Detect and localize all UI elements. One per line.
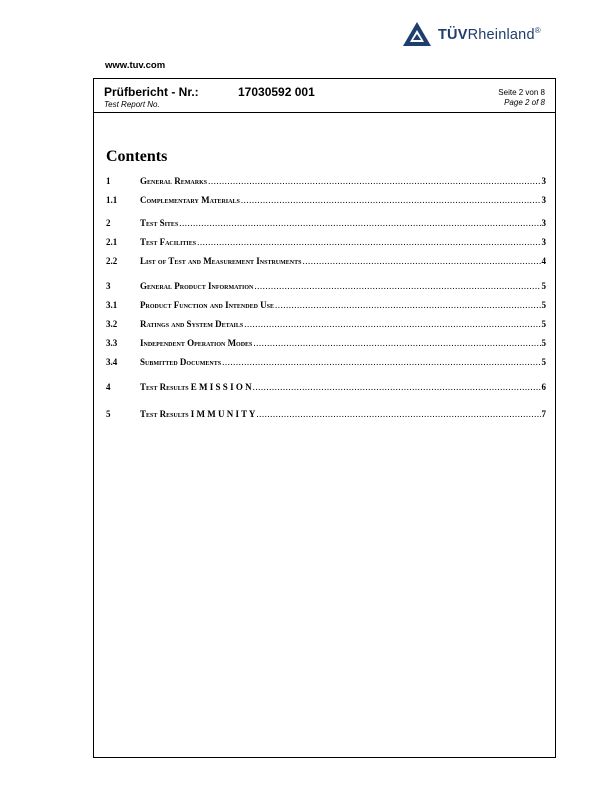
toc-number: 4 bbox=[106, 382, 111, 392]
toc-title: Test Results E M I S S I O N bbox=[140, 382, 252, 392]
toc-title: Product Function and Intended Use bbox=[140, 300, 275, 310]
report-title: Prüfbericht - Nr.: bbox=[104, 85, 199, 99]
toc-title: Test Facilities bbox=[140, 237, 197, 247]
toc-leader bbox=[275, 300, 540, 310]
toc-page: 6 bbox=[541, 382, 546, 392]
toc-page: 5 bbox=[541, 338, 546, 348]
toc-leader bbox=[256, 409, 540, 419]
toc-title: Complementary Materials bbox=[140, 195, 240, 205]
toc-number: 2.2 bbox=[106, 256, 118, 266]
toc-number: 1 bbox=[106, 176, 111, 186]
toc-leader bbox=[253, 382, 541, 392]
toc-page: 3 bbox=[541, 237, 546, 247]
toc-leader bbox=[197, 237, 540, 247]
toc-leader bbox=[254, 281, 540, 291]
logo-wordmark: TÜVRheinland® bbox=[438, 25, 541, 43]
toc-title: List of Test and Measurement Instruments bbox=[140, 256, 302, 266]
toc-number: 2 bbox=[106, 218, 111, 228]
toc-number: 3.1 bbox=[106, 300, 118, 310]
toc-entry[interactable] bbox=[106, 300, 546, 314]
toc-page: 3 bbox=[541, 195, 546, 205]
toc-leader bbox=[208, 176, 540, 186]
toc-leader bbox=[244, 319, 540, 329]
toc-leader bbox=[241, 195, 541, 205]
toc-title: Independent Operation Modes bbox=[140, 338, 253, 348]
toc-entry[interactable] bbox=[106, 281, 546, 295]
toc-leader bbox=[179, 218, 540, 228]
toc-entry[interactable] bbox=[106, 319, 546, 333]
toc-page: 5 bbox=[541, 281, 546, 291]
toc-number: 3.4 bbox=[106, 357, 118, 367]
toc-title: General Product Information bbox=[140, 281, 254, 291]
toc-title: Ratings and System Details bbox=[140, 319, 244, 329]
toc-number: 1.1 bbox=[106, 195, 118, 205]
tuv-rheinland-logo bbox=[402, 18, 541, 50]
toc-title: Test Sites bbox=[140, 218, 179, 228]
toc-title: Test Results I M M U N I T Y bbox=[140, 409, 256, 419]
report-header bbox=[94, 79, 555, 113]
toc-number: 3.3 bbox=[106, 338, 118, 348]
toc-title: General Remarks bbox=[140, 176, 208, 186]
toc-entry[interactable] bbox=[106, 256, 546, 270]
toc-entry[interactable] bbox=[106, 409, 546, 423]
toc-page: 7 bbox=[541, 409, 546, 419]
toc-page: 3 bbox=[541, 218, 546, 228]
toc-entry[interactable] bbox=[106, 382, 546, 396]
report-number: 17030592 001 bbox=[238, 85, 315, 99]
toc-leader bbox=[253, 338, 540, 348]
toc-entry[interactable] bbox=[106, 176, 546, 190]
contents-heading: Contents bbox=[106, 148, 168, 165]
page-indicator-en: Page 2 of 8 bbox=[504, 98, 545, 107]
toc-number: 2.1 bbox=[106, 237, 118, 247]
toc-page: 4 bbox=[541, 256, 546, 266]
toc-number: 3 bbox=[106, 281, 111, 291]
toc-entry[interactable] bbox=[106, 218, 546, 232]
toc-number: 5 bbox=[106, 409, 111, 419]
toc-entry[interactable] bbox=[106, 338, 546, 352]
tuv-triangle-icon bbox=[402, 21, 432, 47]
website-url[interactable]: www.tuv.com bbox=[105, 60, 166, 71]
toc-leader bbox=[302, 256, 540, 266]
page-indicator: Seite 2 von 8 bbox=[498, 88, 545, 97]
report-subtitle: Test Report No. bbox=[104, 100, 160, 109]
toc-page: 5 bbox=[541, 319, 546, 329]
toc-page: 5 bbox=[541, 357, 546, 367]
toc-number: 3.2 bbox=[106, 319, 118, 329]
toc-entry[interactable] bbox=[106, 195, 546, 209]
toc-page: 5 bbox=[541, 300, 546, 310]
toc-entry[interactable] bbox=[106, 357, 546, 371]
toc-entry[interactable] bbox=[106, 237, 546, 251]
toc-title: Submitted Documents bbox=[140, 357, 222, 367]
toc-leader bbox=[222, 357, 540, 367]
toc-page: 3 bbox=[541, 176, 546, 186]
